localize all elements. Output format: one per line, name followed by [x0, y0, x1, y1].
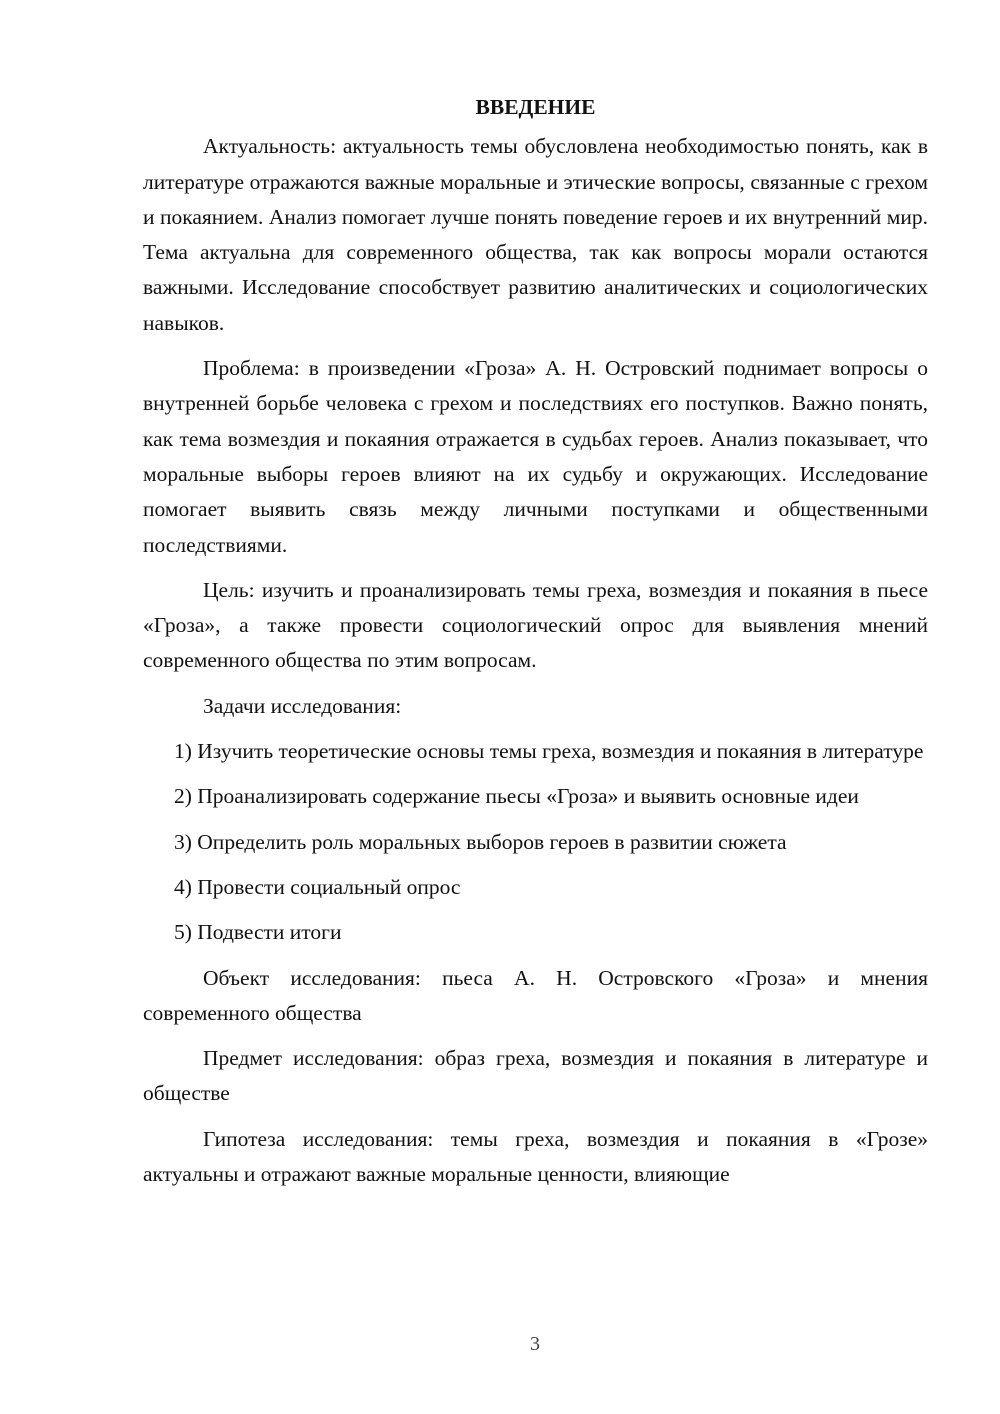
- tasks-heading: Задачи исследования:: [203, 693, 402, 718]
- object-paragraph: Объект исследования: пьеса А. Н. Островского «Гроза» и мнения современного общества: [143, 965, 928, 1025]
- task-item: 5) Подвести итоги: [174, 920, 342, 945]
- goal-paragraph: Цель: изучить и проанализировать темы греха, возмездия и покаяния в пьесе «Гроза», а также провести социологический опрос для выявления мнений современного общества по этим вопросам.: [143, 577, 928, 673]
- task-item: 4) Провести социальный опрос: [174, 874, 461, 899]
- problem-paragraph: Проблема: в произведении «Гроза» А. Н. Островский поднимает вопросы о внутренней борьбе человека с грехом и последствиях его поступков. Важно понять, как тема возмездия и покаяния отражается в судьбах героев. Анализ показывает, что моральные выборы героев влияют на их судьбу и окружающих. Исследование помогает выявить связь между личными поступками и общественными последствиями.: [143, 356, 928, 557]
- task-item: 3) Определить роль моральных выборов героев в развитии сюжета: [174, 829, 787, 854]
- relevance-paragraph: Актуальность: актуальность темы обусловлена необходимостью понять, как в литературе отражаются важные моральные и этические вопросы, связанные с грехом и покаянием. Анализ помогает лучше понять поведение героев и их внутренний мир. Тема актуальна для современного общества, так как вопросы морали остаются важными. Исследование способствует развитию аналитических и социологических навыков.: [143, 134, 928, 335]
- section-title: ВВЕДЕНИЕ: [475, 95, 596, 119]
- task-item: 1) Изучить теоретические основы темы греха, возмездия и покаяния в литературе: [174, 739, 924, 764]
- hypothesis-paragraph: Гипотеза исследования: темы греха, возмездия и покаяния в «Грозе» актуальны и отражают важные моральные ценности, влияющие: [143, 1126, 928, 1187]
- page-number: 3: [530, 1333, 540, 1355]
- document-body: [143, 90, 928, 1202]
- subject-paragraph: Предмет исследования: образ греха, возмездия и покаяния в литературе и обществе: [143, 1046, 928, 1106]
- task-item: 2) Проанализировать содержание пьесы «Гроза» и выявить основные идеи: [174, 784, 859, 809]
